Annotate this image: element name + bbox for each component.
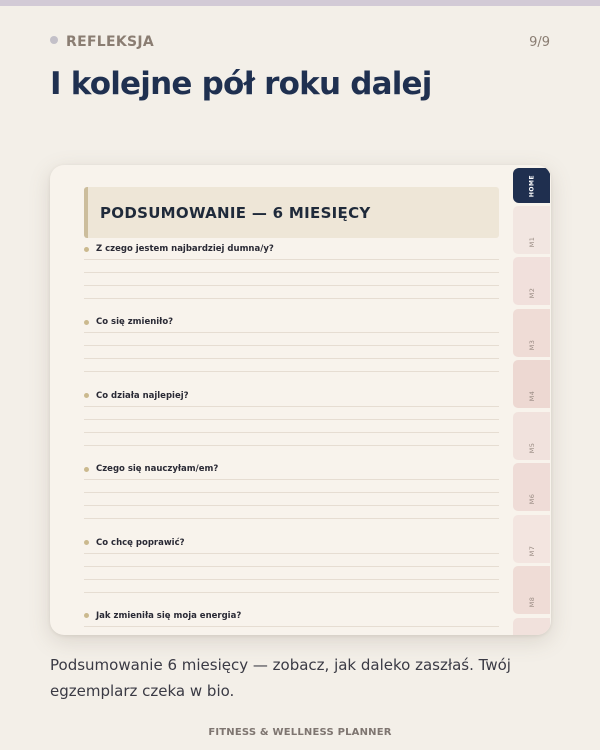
tab-m1[interactable] — [513, 206, 550, 254]
tab-partial[interactable] — [513, 618, 550, 635]
question-block — [84, 385, 499, 458]
page-counter: 9/9 — [529, 34, 550, 50]
writing-line[interactable] — [84, 479, 499, 480]
bullet-icon — [84, 613, 89, 618]
writing-line[interactable] — [84, 492, 499, 493]
question-text: Jak zmieniła się moja energia? — [96, 610, 242, 621]
caption-text: Podsumowanie 6 miesięcy — zobacz, jak daleko zaszłaś. Twój egzemplarz czeka w bio. — [50, 656, 511, 700]
question-block — [84, 458, 499, 531]
bullet-icon — [84, 540, 89, 545]
planner-page-preview — [50, 165, 551, 635]
section-header-box — [84, 187, 499, 238]
tab-label: M8 — [527, 596, 536, 608]
dot-icon — [50, 36, 58, 44]
writing-line[interactable] — [84, 345, 499, 346]
writing-line[interactable] — [84, 432, 499, 433]
tab-home[interactable] — [513, 168, 550, 203]
writing-line[interactable] — [84, 285, 499, 286]
question-block — [84, 605, 499, 635]
question-block — [84, 532, 499, 605]
question-heading — [84, 315, 173, 329]
slide-header — [50, 34, 550, 50]
tab-m4[interactable] — [513, 360, 550, 408]
top-accent-bar — [0, 0, 600, 6]
writing-line[interactable] — [84, 358, 499, 359]
tab-label: M7 — [527, 545, 536, 557]
question-text: Co chcę poprawić? — [96, 537, 185, 548]
writing-line[interactable] — [84, 371, 499, 372]
slide-title: I kolejne pół roku dalej — [50, 66, 432, 102]
writing-line[interactable] — [84, 579, 499, 580]
tab-m3[interactable] — [513, 309, 550, 357]
tab-label: M2 — [527, 287, 536, 299]
question-heading — [84, 242, 274, 256]
writing-line[interactable] — [84, 298, 499, 299]
bullet-icon — [84, 467, 89, 472]
tab-m5[interactable] — [513, 412, 550, 460]
question-block — [84, 311, 499, 384]
writing-line[interactable] — [84, 518, 499, 519]
brand-footer: FITNESS & WELLNESS PLANNER — [208, 727, 392, 738]
question-text: Czego się nauczyłam/em? — [96, 464, 219, 475]
tab-label: M4 — [527, 390, 536, 402]
tab-m7[interactable] — [513, 515, 550, 563]
writing-line[interactable] — [84, 445, 499, 446]
question-text: Co działa najlepiej? — [96, 390, 189, 401]
writing-line[interactable] — [84, 406, 499, 407]
question-list — [84, 238, 499, 635]
section-label: REFLEKSJA — [66, 34, 155, 50]
question-text: Co się zmieniło? — [96, 317, 174, 328]
tab-m2[interactable] — [513, 257, 550, 305]
section-eyebrow — [50, 34, 154, 50]
writing-line[interactable] — [84, 553, 499, 554]
question-heading — [84, 609, 241, 623]
bullet-icon — [84, 247, 89, 252]
section-title: PODSUMOWANIE — 6 MIESIĘCY — [100, 203, 371, 222]
question-block — [84, 238, 499, 311]
writing-line[interactable] — [84, 592, 499, 593]
month-tabs — [513, 165, 551, 635]
tab-label: M1 — [527, 236, 536, 248]
question-text: Z czego jestem najbardziej dumna/y? — [96, 244, 274, 254]
writing-line[interactable] — [84, 566, 499, 567]
tab-label: M3 — [527, 339, 536, 351]
bullet-icon — [84, 320, 89, 325]
question-heading — [84, 389, 189, 403]
writing-line[interactable] — [84, 419, 499, 420]
tab-label: HOME — [528, 174, 535, 197]
tab-m6[interactable] — [513, 463, 550, 511]
question-heading — [84, 536, 185, 550]
writing-line[interactable] — [84, 505, 499, 506]
writing-line[interactable] — [84, 259, 499, 260]
bullet-icon — [84, 393, 89, 398]
question-heading — [84, 462, 218, 476]
tab-label: M6 — [527, 493, 536, 505]
tab-label: M5 — [527, 442, 536, 454]
tab-m8[interactable] — [513, 566, 550, 614]
writing-line[interactable] — [84, 626, 499, 627]
writing-line[interactable] — [84, 332, 499, 333]
writing-line[interactable] — [84, 272, 499, 273]
